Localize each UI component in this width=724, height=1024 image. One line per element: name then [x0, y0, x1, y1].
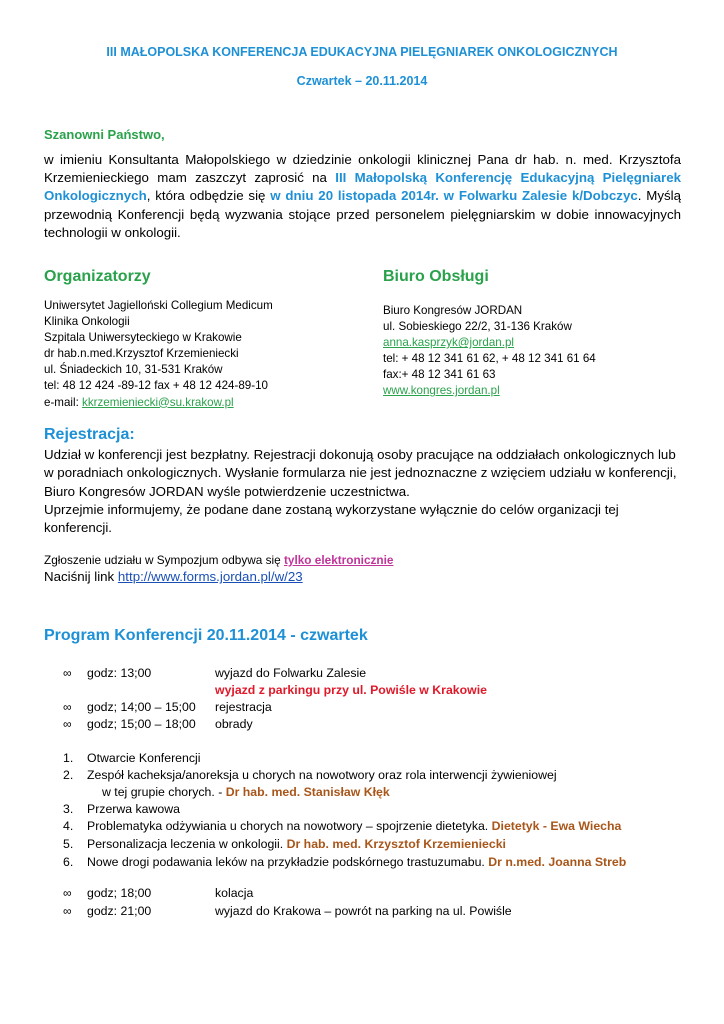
- program-item-speaker: Dr n.med. Joanna Streb: [488, 855, 627, 869]
- schedule-activity: obrady: [215, 717, 253, 731]
- schedule-time: godz: 21;00: [87, 904, 152, 918]
- conference-date: Czwartek – 20.11.2014: [296, 74, 428, 88]
- signup-electronic-link[interactable]: tylko elektronicznie: [283, 553, 394, 567]
- schedule-time: godz; 18;00: [87, 886, 152, 900]
- signup-prefix: Zgłoszenie udziału w Sympozjum odbywa się: [44, 553, 284, 567]
- program-item-speaker: Dr hab. med. Krzysztof Krzemieniecki: [286, 837, 506, 851]
- office-phone: tel: + 48 12 341 61 62, + 48 12 341 61 64: [383, 352, 596, 366]
- schedule-time: godz; 15;00 – 18;00: [87, 717, 196, 731]
- registration-paragraph: Uprzejmie informujemy, że podane dane zostaną wykorzystane wyłącznie do celów organizacji tej konferencji.: [44, 501, 619, 536]
- intro-conference-name: III Małopolską Konferencję Edukacyjną Pielęgniarek Onkologicznych: [44, 170, 682, 204]
- schedule-time: godz: 13;00: [87, 666, 152, 680]
- organizers-line: ul. Śniadeckich 10, 31-531 Kraków: [44, 363, 223, 377]
- program-item-text-main: Nowe drogi podawania leków na przykładzie podskórnego trastuzumabu.: [87, 855, 489, 869]
- program-item-text: Zespół kacheksja/anoreksja u chorych na nowotwory oraz rola interwencji żywieniowej: [87, 768, 557, 782]
- conference-title: III MAŁOPOLSKA KONFERENCJA EDUKACYJNA PIELĘGNIAREK ONKOLOGICZNYCH: [106, 45, 618, 59]
- intro-text-3: . Myślą przewodnią Konferencji będą wyzwania stojące przed personelem pielęgniarskim w dobie innowacyjnych technologii w onkologii.: [44, 188, 681, 240]
- office-website-link[interactable]: www.kongres.jordan.pl: [383, 384, 500, 398]
- infinity-bullet-icon: ∞: [63, 666, 72, 680]
- office-fax: fax:+ 48 12 341 61 63: [383, 368, 496, 382]
- form-link-line: [44, 569, 303, 584]
- office-email-link[interactable]: anna.kasprzyk@jordan.pl: [383, 336, 514, 350]
- intro-text-2: , która odbędzie się: [146, 188, 271, 204]
- program-item-number: 5.: [63, 837, 74, 851]
- program-item-text: Otwarcie Konferencji: [87, 751, 201, 765]
- registration-heading: Rejestracja:: [44, 426, 135, 443]
- schedule-activity: rejestracja: [215, 700, 272, 714]
- schedule-time: godz; 14;00 – 15;00: [87, 700, 196, 714]
- organizers-block: [44, 298, 374, 411]
- organizers-email-line: [44, 395, 374, 411]
- infinity-bullet-icon: ∞: [63, 700, 72, 714]
- office-heading: Biuro Obsługi: [383, 268, 489, 285]
- intro-text-1: w imieniu Konsultanta Małopolskiego w dziedzinie onkologii klinicznej Pana dr hab. n. med. Krzysztofa Krzemienieckiego mam zaszczyt zaprosić na: [44, 152, 681, 186]
- infinity-bullet-icon: ∞: [63, 886, 72, 900]
- program-item-number: 3.: [63, 802, 74, 816]
- organizers-heading: Organizatorzy: [44, 268, 151, 285]
- registration-paragraph: Udział w konferencji jest bezpłatny. Rejestracji dokonują osoby pracujące na oddziałach onkologicznych lub w poradniach onkologicznych. Wysłanie formularza nie jest jednoznaczne z wzięciem udziału w konferencji, Biuro Kongresów JORDAN wyśle potwierdzenie uczestnictwa.: [44, 447, 677, 499]
- registration-text: [44, 446, 684, 537]
- schedule-activity: wyjazd do Folwarku Zalesie: [215, 666, 367, 680]
- greeting: Szanowni Państwo,: [44, 127, 165, 142]
- intro-date-location: w dniu 20 listopada 2014r. w Folwarku Zalesie k/Dobczyc: [270, 188, 638, 204]
- infinity-bullet-icon: ∞: [63, 717, 72, 731]
- program-item-text-cont: [102, 784, 390, 800]
- program-item-speaker: Dietetyk - Ewa Wiecha: [491, 819, 622, 833]
- office-line: Biuro Kongresów JORDAN: [383, 304, 523, 317]
- program-item-text: Przerwa kawowa: [87, 802, 180, 816]
- program-heading: Program Konferencji 20.11.2014 - czwartek: [44, 627, 368, 644]
- program-item-number: 1.: [63, 751, 74, 765]
- signup-note: [44, 553, 393, 567]
- program-item-number: 2.: [63, 768, 74, 782]
- organizers-line: tel: 48 12 424 -89-12 fax + 48 12 424-89-10: [44, 379, 268, 393]
- program-item-text: [87, 836, 506, 852]
- program-item-text-cont-text: w tej grupie chorych. -: [102, 785, 226, 799]
- form-link-prefix: Naciśnij link: [44, 569, 118, 584]
- program-item-text: [87, 854, 626, 870]
- organizers-line: dr hab.n.med.Krzysztof Krzemieniecki: [44, 347, 239, 361]
- schedule-activity: wyjazd do Krakowa – powrót na parking na ul. Powiśle: [215, 904, 512, 918]
- schedule-activity: kolacja: [215, 886, 254, 900]
- organizers-line: Szpitala Uniwersyteckiego w Krakowie: [44, 331, 242, 345]
- program-item-number: 6.: [63, 855, 74, 869]
- schedule-note: wyjazd z parkingu przy ul. Powiśle w Krakowie: [215, 683, 487, 697]
- infinity-bullet-icon: ∞: [63, 904, 72, 918]
- program-item-speaker: Dr hab. med. Stanisław Kłęk: [225, 785, 390, 799]
- intro-paragraph: [44, 151, 681, 242]
- office-line: ul. Sobieskiego 22/2, 31-136 Kraków: [383, 320, 572, 334]
- registration-form-link[interactable]: http://www.forms.jordan.pl/w/23: [117, 569, 303, 584]
- program-item-text-main: Problematyka odżywiania u chorych na nowotwory – spojrzenie dietetyka.: [87, 819, 492, 833]
- organizers-email-link[interactable]: kkrzemieniecki@su.krakow.pl: [82, 395, 234, 409]
- organizers-email-label: e-mail:: [44, 395, 83, 409]
- organizers-line: Klinika Onkologii: [44, 315, 130, 329]
- organizers-line: Uniwersytet Jagielloński Collegium Medicum: [44, 299, 273, 312]
- program-item-text-main: Personalizacja leczenia w onkologii.: [87, 837, 287, 851]
- office-block: [383, 303, 683, 400]
- program-item-number: 4.: [63, 819, 74, 833]
- program-item-text: [87, 818, 621, 834]
